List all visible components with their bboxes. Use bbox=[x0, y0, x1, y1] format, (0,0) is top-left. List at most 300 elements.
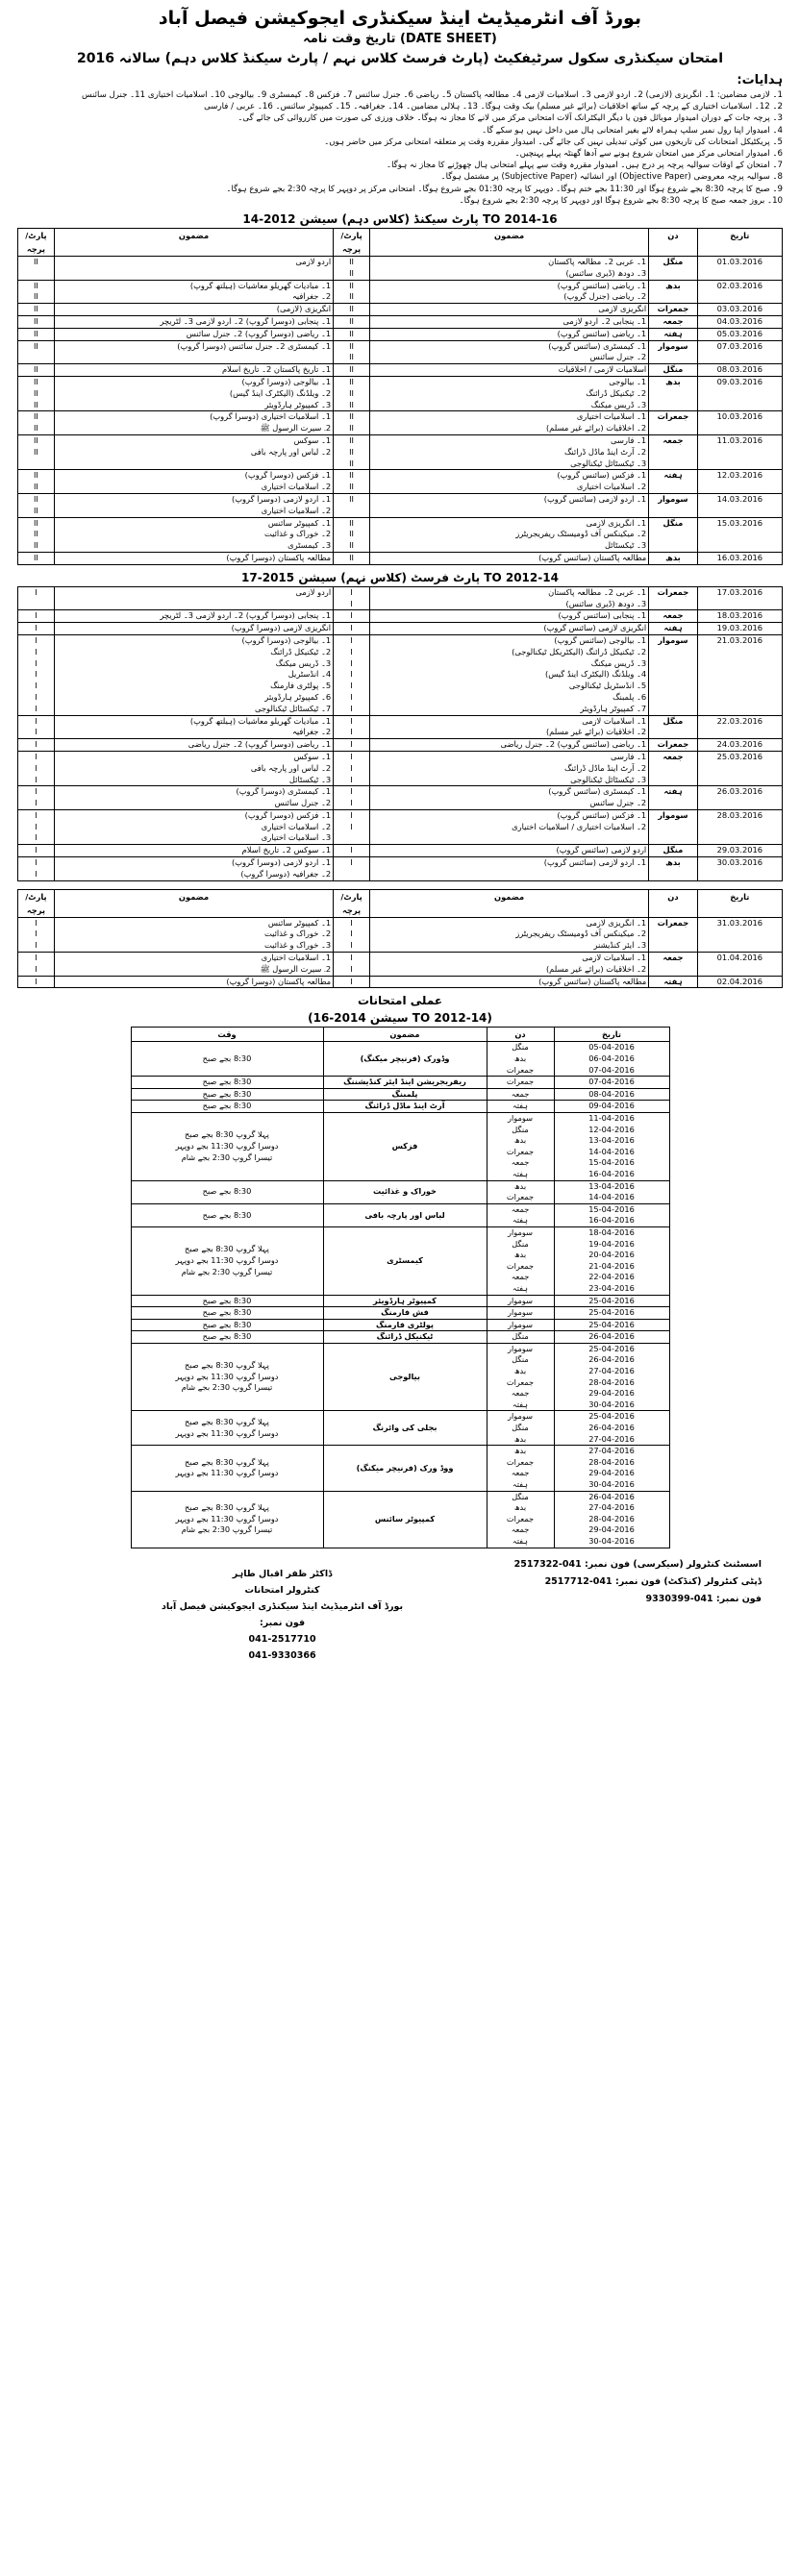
cell-line: II bbox=[33, 280, 38, 290]
subject-cell bbox=[369, 857, 648, 881]
subject-cell bbox=[369, 257, 648, 281]
practical-day: سوموار bbox=[508, 1226, 533, 1237]
exam-date: 03.03.2016 bbox=[697, 304, 782, 316]
paper-cell bbox=[18, 634, 55, 715]
table-row bbox=[18, 953, 783, 977]
cell-line: 1۔ بیالوجی (دوسرا گروپ) bbox=[241, 634, 332, 645]
exam-date: 17.03.2016 bbox=[697, 586, 782, 610]
practical-date: 06-04-2016 bbox=[588, 1053, 635, 1064]
footer-signature-line: 041-2517710 bbox=[248, 1633, 316, 1645]
table-row bbox=[18, 411, 783, 435]
cell-line: 2۔ جنرل سائنس bbox=[589, 352, 647, 362]
practical-date: 27-04-2016 bbox=[588, 1446, 635, 1456]
cell-line: II bbox=[33, 446, 38, 457]
paper-cell bbox=[18, 434, 55, 469]
exam-date: 04.03.2016 bbox=[697, 316, 782, 329]
instruction-line: 10۔ بروز جمعہ صبح کا پرچہ 8:30 بجے شروع ہوگا اور دوپہر کا پرچہ 2:30 بجے شروع ہوگا۔ bbox=[459, 195, 783, 206]
table-row bbox=[18, 976, 783, 988]
cell-line: 1۔ کیمسٹری (سائنس گروپ) bbox=[548, 786, 647, 797]
cell-line: 2۔ اسلامیات اختیاری bbox=[261, 482, 332, 492]
paper-cell bbox=[18, 953, 55, 977]
subject-cell bbox=[369, 411, 648, 435]
exam-day: منگل bbox=[649, 845, 697, 857]
practical-day: منگل bbox=[512, 1491, 529, 1501]
paper-cell bbox=[18, 328, 55, 340]
practical-days bbox=[487, 1331, 554, 1344]
practical-day: جمعرات bbox=[506, 1146, 535, 1156]
paper-cell bbox=[334, 917, 370, 952]
practical-header-date: تاریخ bbox=[554, 1028, 669, 1042]
subject-cell bbox=[54, 586, 333, 610]
col-header-date: تاریخ bbox=[697, 229, 782, 257]
instruction-line: 3۔ پرچہ جات کے دوران امیدوار موبائل فون یا دیگر الیکٹرانک آلات امتحانی مرکز میں لانے کا مجاز نہ ہوگا۔ خلاف ورزی کی صورت میں کارروائی کی جائے گی۔ bbox=[238, 113, 783, 124]
subject-cell bbox=[369, 377, 648, 411]
practical-subject: فزکس bbox=[323, 1113, 487, 1181]
part2-title: پارٹ سیکنڈ (کلاس دہم) سیشن 2012-14 TO 2014-16 bbox=[242, 212, 558, 227]
practical-dates bbox=[554, 1077, 669, 1089]
cell-line: II bbox=[33, 552, 38, 562]
table-header-row bbox=[18, 889, 783, 917]
subject-cell bbox=[54, 257, 333, 281]
datesheet-title: تاریخ وقت نامہ (DATE SHEET) bbox=[303, 32, 497, 46]
cell-line: I bbox=[35, 751, 38, 761]
cell-line: II bbox=[33, 304, 38, 314]
exam-date: 22.03.2016 bbox=[697, 715, 782, 739]
practical-day: ہفتہ bbox=[512, 1168, 529, 1178]
subject-cell bbox=[54, 411, 333, 435]
footer-contact-line: اسسٹنٹ کنٹرولر (سیکرسی) فون نمبر: 041-2517322 bbox=[513, 1558, 762, 1570]
table-row bbox=[18, 845, 783, 857]
subject-cell bbox=[369, 623, 648, 635]
exam-date: 02.04.2016 bbox=[697, 976, 782, 988]
practical-time-line: پہلا گروپ 8:30 بجے صبح bbox=[185, 1244, 269, 1254]
footer-signature-line: کنٹرولر امتحانات bbox=[244, 1584, 320, 1596]
practical-date: 23-04-2016 bbox=[588, 1282, 635, 1293]
table-row bbox=[18, 280, 783, 304]
practical-day: ہفتہ bbox=[512, 1282, 529, 1293]
cell-line: I bbox=[350, 809, 353, 820]
practical-date: 25-04-2016 bbox=[588, 1411, 635, 1422]
col-header-paper_left: پارٹ/ پرچہ bbox=[18, 889, 55, 917]
exam-date: 02.03.2016 bbox=[697, 280, 782, 304]
practical-row bbox=[131, 1295, 669, 1307]
practical-row bbox=[131, 1113, 669, 1181]
paper-cell bbox=[18, 809, 55, 844]
table-row bbox=[18, 715, 783, 739]
cell-line: 2۔ میکینکس آف ڈومیسٹک ریفریجریٹرز bbox=[515, 929, 647, 939]
table-row bbox=[18, 340, 783, 364]
exam-day: منگل bbox=[649, 715, 697, 739]
cell-line: I bbox=[35, 845, 38, 855]
practical-days bbox=[487, 1343, 554, 1411]
practical-header-row bbox=[131, 1028, 669, 1042]
cell-line: 1۔ اردو لازمی (دوسرا گروپ) bbox=[231, 493, 332, 504]
practical-date: 16-04-2016 bbox=[588, 1168, 635, 1178]
practical-day: بدھ bbox=[513, 1366, 527, 1376]
cell-line: 2۔ اخلاقیات (برائے غیر مسلم) bbox=[545, 963, 647, 974]
practical-time-line: 8:30 بجے صبح bbox=[202, 1307, 252, 1318]
practical-dates bbox=[554, 1491, 669, 1548]
practical-date: 18-04-2016 bbox=[588, 1226, 635, 1237]
practical-day: منگل bbox=[512, 1331, 529, 1342]
practical-time-line: دوسرا گروپ 11:30 بجے دوپہر bbox=[175, 1254, 279, 1265]
cell-line: اردو لازمی bbox=[295, 586, 332, 597]
cell-line: 2۔ ریاضی (جنرل گروپ) bbox=[563, 291, 647, 302]
cell-line: II bbox=[349, 364, 354, 375]
exam-day: بدھ bbox=[649, 377, 697, 411]
paper-cell bbox=[18, 751, 55, 785]
exam-date: 01.03.2016 bbox=[697, 257, 782, 281]
cell-line: 2۔ لباس اور پارچہ بافی bbox=[250, 446, 332, 457]
subject-cell bbox=[54, 634, 333, 715]
subject-cell bbox=[369, 586, 648, 610]
table-row bbox=[18, 586, 783, 610]
cell-line: I bbox=[350, 953, 353, 963]
subject-cell bbox=[369, 340, 648, 364]
cell-line: 1۔ فارسی bbox=[611, 751, 647, 761]
cell-line: 1۔ کیمسٹری 2۔ جنرل سائنس (دوسرا گروپ) bbox=[177, 340, 332, 351]
cell-line: II bbox=[349, 423, 354, 433]
practical-row bbox=[131, 1331, 669, 1344]
paper-cell bbox=[18, 493, 55, 517]
practical-day: منگل bbox=[512, 1354, 529, 1365]
cell-line: 6۔ کمپیوٹر ہارڈویئر bbox=[264, 691, 332, 702]
practical-time-line: 8:30 بجے صبح bbox=[202, 1331, 252, 1342]
exam-date: 15.03.2016 bbox=[697, 517, 782, 552]
cell-line: I bbox=[350, 703, 353, 713]
practical-subject: خوراک و غذائیت bbox=[323, 1180, 487, 1203]
instruction-line: 2۔ 12۔ اسلامیات اختیاری کے پرچہ کے ساتھ اخلاقیات (برائے غیر مسلم) بیک وقت ہوگا۔ 13۔ ہلالی مضامین۔ 14۔ جغرافیہ۔ 15۔ کمپیوٹر سائنس۔ 16۔ عربی / فارسی bbox=[204, 102, 783, 112]
practical-date: 19-04-2016 bbox=[588, 1238, 635, 1249]
subject-cell bbox=[54, 623, 333, 635]
subject-cell bbox=[54, 552, 333, 564]
practical-date: 25-04-2016 bbox=[588, 1307, 635, 1318]
practical-date: 20-04-2016 bbox=[588, 1250, 635, 1260]
cell-line: 3۔ ٹیکسٹائل ٹیکنالوجی bbox=[570, 458, 647, 468]
subject-cell bbox=[369, 739, 648, 752]
table-row bbox=[18, 304, 783, 316]
col-header-subject_left: مضمون bbox=[54, 889, 333, 917]
practical-subject: وڈورک (فرنیچر میکنگ) bbox=[323, 1042, 487, 1077]
cell-line: 1۔ ریاضی (دوسرا گروپ) 2۔ جنرل سائنس bbox=[186, 328, 332, 338]
cell-line: I bbox=[350, 646, 353, 656]
practical-date: 14-04-2016 bbox=[588, 1192, 635, 1202]
practical-row bbox=[131, 1088, 669, 1101]
cell-line: 3۔ دودھ (ڈیری سائنس) bbox=[565, 267, 647, 278]
practical-day: جمعہ bbox=[511, 1272, 530, 1282]
paper-cell bbox=[334, 328, 370, 340]
practical-time-line: 8:30 بجے صبح bbox=[202, 1101, 252, 1111]
subject-cell bbox=[54, 786, 333, 810]
practical-time bbox=[131, 1077, 323, 1089]
practical-date: 15-04-2016 bbox=[588, 1157, 635, 1168]
practical-date: 29-04-2016 bbox=[588, 1468, 635, 1478]
footer-signature bbox=[162, 1566, 403, 1664]
cell-line: 1۔ پنجابی (سائنس گروپ) bbox=[558, 610, 647, 621]
exam-date: 08.03.2016 bbox=[697, 364, 782, 377]
practical-date: 25-04-2016 bbox=[588, 1343, 635, 1353]
cell-line: I bbox=[35, 657, 38, 668]
cell-line: I bbox=[35, 774, 38, 784]
cell-line: II bbox=[33, 377, 38, 386]
cell-line: 1۔ پنجابی (دوسرا گروپ) 2۔ اردو لازمی 3۔ لٹریچر bbox=[160, 610, 332, 621]
instruction-line: 7۔ امتحان کے اوقات سوالیہ پرچہ پر درج ہیں۔ امیدوار مقررہ وقت سے پہلے امتحانی ہال چھوڑنے کا مجاز نہ ہوگا۔ bbox=[387, 161, 783, 171]
exam-date: 05.03.2016 bbox=[697, 328, 782, 340]
cell-line: I bbox=[35, 669, 38, 680]
subject-cell bbox=[369, 976, 648, 988]
table-row bbox=[18, 739, 783, 752]
cell-line: 2۔ جغرافیہ bbox=[291, 291, 332, 302]
cell-line: II bbox=[33, 470, 38, 481]
practical-dates bbox=[554, 1295, 669, 1307]
practical-time bbox=[131, 1101, 323, 1113]
practical-days bbox=[487, 1491, 554, 1548]
practical-subject: کمپیوٹر ہارڈویئر bbox=[323, 1295, 487, 1307]
cell-line: II bbox=[33, 540, 38, 551]
paper-cell bbox=[334, 304, 370, 316]
cell-line: 2۔ جغرافیہ bbox=[291, 727, 332, 737]
practical-row bbox=[131, 1226, 669, 1295]
exam-day: ہفتہ bbox=[649, 786, 697, 810]
practical-time bbox=[131, 1203, 323, 1226]
paper-cell bbox=[18, 586, 55, 610]
paper-cell bbox=[334, 715, 370, 739]
exam-date: 18.03.2016 bbox=[697, 610, 782, 623]
cell-line: I bbox=[35, 691, 38, 702]
exam-day: بدھ bbox=[649, 857, 697, 881]
cell-line: II bbox=[33, 482, 38, 492]
cell-line: I bbox=[35, 623, 38, 633]
practical-date: 08-04-2016 bbox=[588, 1088, 635, 1099]
practical-subject: آرٹ اینڈ ماڈل ڈرائنگ bbox=[323, 1101, 487, 1113]
exam-date: 09.03.2016 bbox=[697, 377, 782, 411]
table-row bbox=[18, 517, 783, 552]
cell-line: 6۔ پلمبنگ bbox=[612, 691, 647, 702]
paper-cell bbox=[18, 552, 55, 564]
cell-line: 3۔ ڈریس میکنگ bbox=[590, 657, 647, 668]
cell-line: 5۔ پولٹری فارمنگ bbox=[270, 681, 332, 691]
footer-signature-line: ڈاکٹر ظفر اقبال طاہر bbox=[232, 1568, 333, 1579]
col-header-date: تاریخ bbox=[697, 889, 782, 917]
cell-line: II bbox=[349, 377, 354, 386]
practical-day: بدھ bbox=[513, 1250, 527, 1260]
col-header-subject_right: مضمون bbox=[369, 889, 648, 917]
exam-day: جمعرات bbox=[649, 411, 697, 435]
cell-line: 2۔ خوراک و غذائیت bbox=[263, 529, 332, 539]
practical-days bbox=[487, 1295, 554, 1307]
practical-time-line: 8:30 بجے صبح bbox=[202, 1319, 252, 1329]
practical-time-line: دوسرا گروپ 11:30 بجے دوپہر bbox=[175, 1371, 279, 1381]
cell-line: I bbox=[350, 940, 353, 951]
cell-line: I bbox=[35, 739, 38, 750]
practical-row bbox=[131, 1307, 669, 1320]
exam-date: 29.03.2016 bbox=[697, 845, 782, 857]
practical-day: ہفتہ bbox=[512, 1215, 529, 1226]
paper-cell bbox=[18, 623, 55, 635]
practical-date: 13-04-2016 bbox=[588, 1135, 635, 1146]
paper-cell bbox=[334, 976, 370, 988]
practical-day: بدھ bbox=[513, 1053, 527, 1064]
footer-contacts bbox=[514, 1556, 762, 1608]
exam-day: سوموار bbox=[649, 340, 697, 364]
paper-cell bbox=[334, 786, 370, 810]
table-row bbox=[18, 493, 783, 517]
cell-line: 1۔ فزکس (دوسرا گروپ) bbox=[244, 470, 332, 481]
practical-day: سوموار bbox=[508, 1319, 533, 1329]
cell-line: 1۔ ریاضی (دوسرا گروپ) 2۔ جنرل ریاضی bbox=[188, 739, 332, 750]
cell-line: 1۔ اسلامیات اختیاری bbox=[261, 953, 332, 963]
cell-line: II bbox=[349, 482, 354, 492]
practical-day: بدھ bbox=[513, 1446, 527, 1456]
practical-day: جمعہ bbox=[511, 1088, 530, 1099]
practical-day: منگل bbox=[512, 1423, 529, 1433]
cell-line: I bbox=[35, 586, 38, 597]
cell-line: I bbox=[350, 715, 353, 726]
part1-title: پارٹ فرسٹ (کلاس نہم) سیشن 2015-17 TO 2012-14 bbox=[241, 570, 559, 584]
cell-line: I bbox=[350, 917, 353, 928]
exam-date: 25.03.2016 bbox=[697, 751, 782, 785]
practical-day: جمعہ bbox=[511, 1203, 530, 1214]
paper-cell bbox=[334, 610, 370, 623]
cell-line: II bbox=[349, 552, 354, 562]
practical-day: جمعرات bbox=[506, 1064, 535, 1075]
cell-line: II bbox=[33, 399, 38, 409]
cell-line: I bbox=[35, 610, 38, 621]
cell-line: I bbox=[350, 774, 353, 784]
cell-line: 1۔ ریاضی (سائنس گروپ) bbox=[557, 280, 647, 290]
practical-time-line: دوسرا گروپ 11:30 بجے دوپہر bbox=[175, 1427, 279, 1438]
cell-line: I bbox=[35, 917, 38, 928]
subject-cell bbox=[369, 493, 648, 517]
paper-cell bbox=[334, 623, 370, 635]
footer bbox=[17, 1556, 783, 1672]
cell-line: I bbox=[350, 598, 353, 608]
exam-date: 07.03.2016 bbox=[697, 340, 782, 364]
subject-cell bbox=[369, 434, 648, 469]
cell-line: I bbox=[350, 821, 353, 831]
cell-line: 1۔ مبادیات گھریلو معاشیات (ہیلتھ گروپ) bbox=[189, 280, 332, 290]
cell-line: II bbox=[349, 458, 354, 468]
practical-subject: کمپیوٹر سائنس bbox=[323, 1491, 487, 1548]
practical-days bbox=[487, 1113, 554, 1181]
cell-line: II bbox=[349, 328, 354, 338]
practical-date: 21-04-2016 bbox=[588, 1260, 635, 1271]
paper-cell bbox=[334, 751, 370, 785]
practical-day: سوموار bbox=[508, 1307, 533, 1318]
practical-date: 11-04-2016 bbox=[588, 1113, 635, 1124]
cell-line: 1۔ فزکس (دوسرا گروپ) bbox=[244, 809, 332, 820]
practical-day: منگل bbox=[512, 1042, 529, 1053]
practical-time-line: 8:30 بجے صبح bbox=[202, 1077, 252, 1087]
cell-line: 1۔ فزکس (سائنس گروپ) bbox=[557, 809, 647, 820]
cell-line: 2۔ اخلاقیات (برائے غیر مسلم) bbox=[545, 423, 647, 433]
practical-date: 25-04-2016 bbox=[588, 1319, 635, 1329]
cell-line: 1۔ عربی 2۔ مطالعہ پاکستان bbox=[548, 586, 647, 597]
practical-day: ہفتہ bbox=[512, 1479, 529, 1490]
cell-line: 4۔ انڈسٹریل bbox=[288, 669, 332, 680]
practical-date: 26-04-2016 bbox=[588, 1354, 635, 1365]
paper-cell bbox=[18, 786, 55, 810]
cell-line: II bbox=[33, 423, 38, 433]
practical-time bbox=[131, 1446, 323, 1491]
practical-day: جمعرات bbox=[506, 1376, 535, 1387]
cell-line: مطالعہ پاکستان (دوسرا گروپ) bbox=[226, 552, 332, 562]
practical-dates bbox=[554, 1042, 669, 1077]
cell-line: 1۔ فزکس (سائنس گروپ) bbox=[557, 470, 647, 481]
practical-row bbox=[131, 1446, 669, 1491]
paper-cell bbox=[334, 434, 370, 469]
cell-line: 1۔ سوکس bbox=[293, 434, 332, 445]
practical-days bbox=[487, 1446, 554, 1491]
subject-cell bbox=[369, 917, 648, 952]
paper-cell bbox=[18, 917, 55, 952]
cell-line: اسلامیات لازمی / اخلاقیات bbox=[558, 364, 647, 375]
paper-cell bbox=[18, 364, 55, 377]
subject-cell bbox=[54, 364, 333, 377]
exam-date: 21.03.2016 bbox=[697, 634, 782, 715]
practical-time-line: تیسرا گروپ 2:30 بجے شام bbox=[181, 1524, 273, 1535]
practical-time-line: دوسرا گروپ 11:30 بجے دوپہر bbox=[175, 1141, 279, 1151]
practical-days bbox=[487, 1203, 554, 1226]
cell-line: I bbox=[350, 657, 353, 668]
paper-cell bbox=[18, 610, 55, 623]
col-header-subject_right: مضمون bbox=[369, 229, 648, 257]
practical-time-line: پہلا گروپ 8:30 بجے صبح bbox=[185, 1456, 269, 1467]
col-header-paper_right: پارٹ/ پرچہ bbox=[334, 229, 370, 257]
practical-day: جمعرات bbox=[506, 1513, 535, 1523]
paper-cell bbox=[334, 340, 370, 364]
instruction-line: 5۔ پریکٹیکل امتحانات کی تاریخوں میں کوئی تبدیلی نہیں کی جائے گی۔ امیدوار مقررہ وقت پر متعلقہ امتحانی مرکز میں حاضر ہوں۔ bbox=[324, 136, 783, 147]
cell-line: II bbox=[349, 267, 354, 278]
practical-day: بدھ bbox=[513, 1135, 527, 1146]
practical-day: سوموار bbox=[508, 1113, 533, 1124]
exam-day: جمعہ bbox=[649, 316, 697, 329]
practical-row bbox=[131, 1491, 669, 1548]
cell-line: I bbox=[350, 610, 353, 621]
exam-day: جمعرات bbox=[649, 917, 697, 952]
paper-cell bbox=[334, 364, 370, 377]
cell-line: I bbox=[350, 586, 353, 597]
cell-line: II bbox=[33, 291, 38, 302]
subject-cell bbox=[54, 434, 333, 469]
col-header-day: دن bbox=[649, 889, 697, 917]
cell-line: I bbox=[35, 953, 38, 963]
practical-dates bbox=[554, 1446, 669, 1491]
cell-line: II bbox=[33, 505, 38, 515]
cell-line: II bbox=[33, 387, 38, 398]
practical-dates bbox=[554, 1319, 669, 1331]
paper-cell bbox=[18, 739, 55, 752]
cell-line: 2۔ ٹیکنیکل ڈرائنگ bbox=[270, 646, 332, 656]
practical-date: 13-04-2016 bbox=[588, 1180, 635, 1191]
cell-line: 2۔ جنرل سائنس bbox=[589, 798, 647, 808]
cell-line: II bbox=[349, 517, 354, 528]
exam-day: جمعرات bbox=[649, 739, 697, 752]
subject-cell bbox=[54, 280, 333, 304]
exam-date: 01.04.2016 bbox=[697, 953, 782, 977]
cell-line: 2۔ ویلڈنگ (الیکٹرک اینڈ گیس) bbox=[229, 387, 332, 398]
subject-cell bbox=[54, 493, 333, 517]
practical-day: جمعہ bbox=[511, 1157, 530, 1168]
practical-dates bbox=[554, 1203, 669, 1226]
cell-line: I bbox=[35, 868, 38, 879]
paper-cell bbox=[334, 517, 370, 552]
practical-row bbox=[131, 1203, 669, 1226]
paper-cell bbox=[334, 257, 370, 281]
practical-header-time: وقت bbox=[131, 1028, 323, 1042]
cell-line: I bbox=[350, 976, 353, 986]
cell-line: II bbox=[33, 316, 38, 327]
